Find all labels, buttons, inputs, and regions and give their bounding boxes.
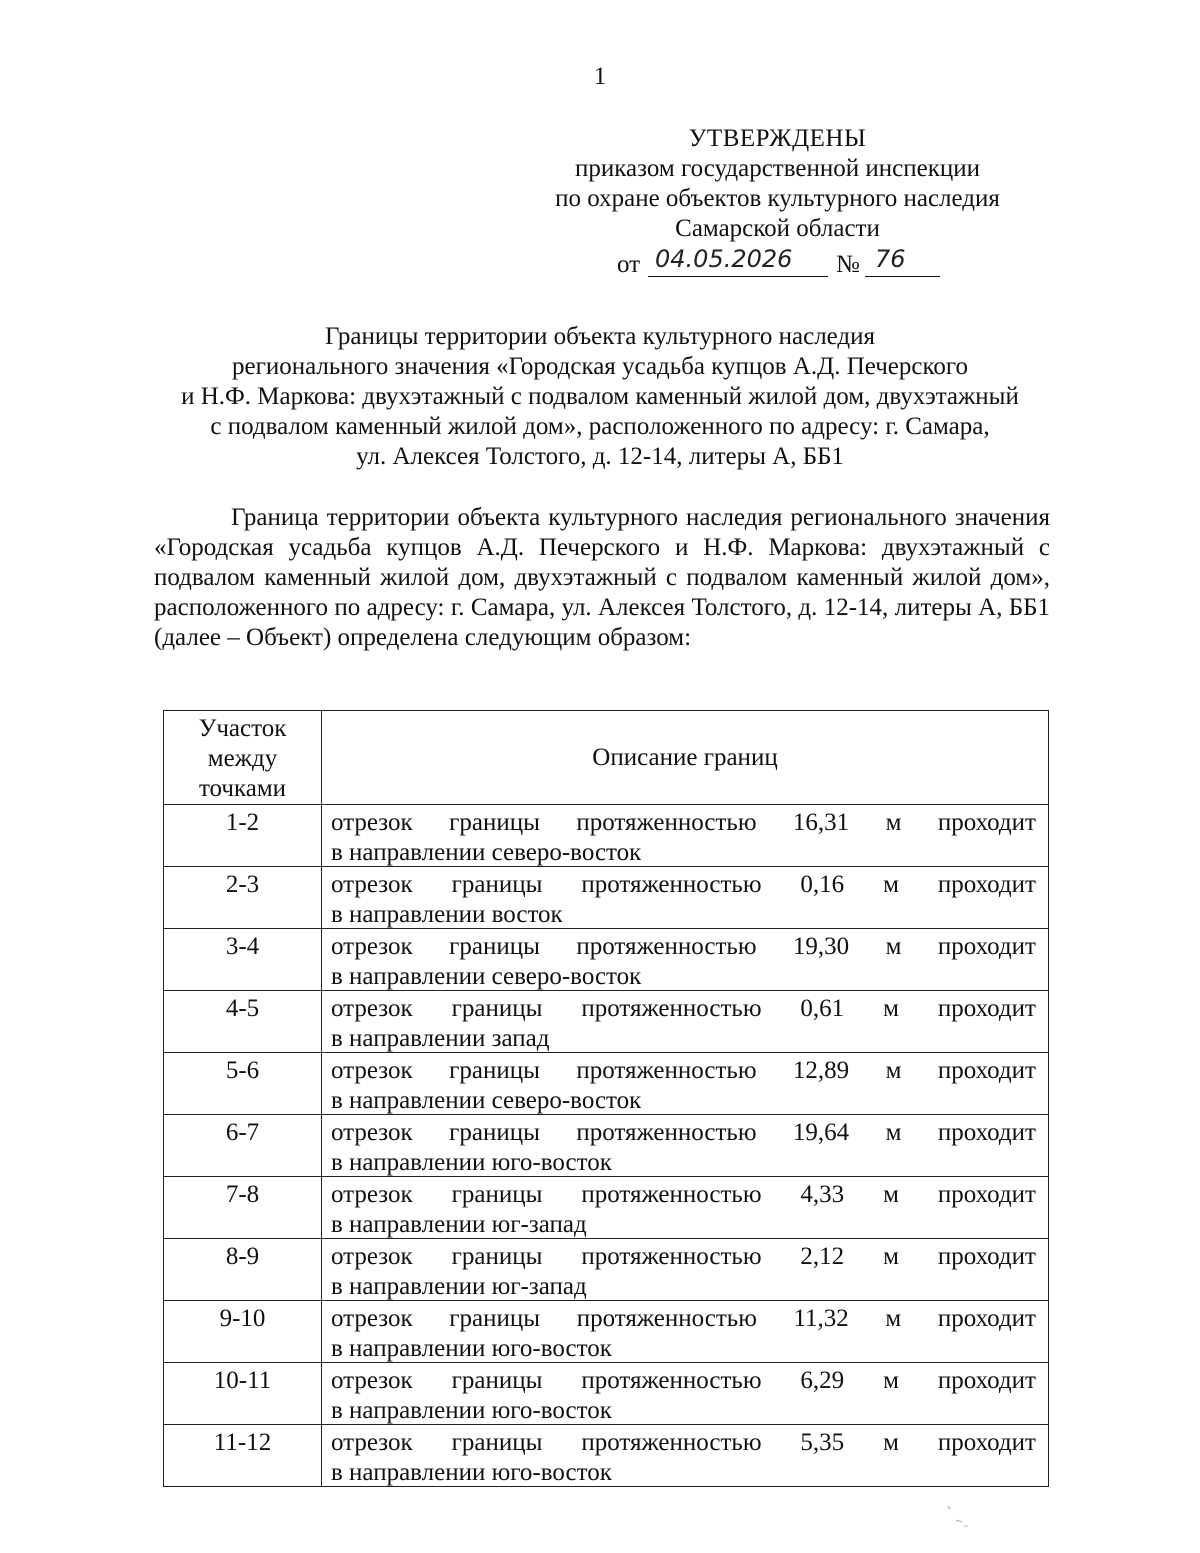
date-underline <box>648 276 828 277</box>
description-line <box>331 1304 1036 1334</box>
description-word: протяженностью <box>576 809 757 836</box>
description-line <box>331 1118 1036 1148</box>
approval-line: по охране объектов культурного наследия <box>555 185 1000 212</box>
description-word: отрезок <box>331 871 413 898</box>
segment-cell: 4-5 <box>164 991 322 1053</box>
direction-text: в направлении юг-запад <box>331 1273 587 1300</box>
description-word: отрезок <box>331 1305 413 1332</box>
description-word: протяженностью <box>581 1367 762 1394</box>
description-cell <box>322 1301 1049 1363</box>
segment-length: 19,30 <box>792 933 850 960</box>
segment-length: 2,12 <box>800 1243 845 1270</box>
table-row <box>164 867 1049 929</box>
description-line <box>331 1366 1036 1396</box>
segment-cell: 6-7 <box>164 1115 322 1177</box>
length-unit: м <box>883 1243 899 1270</box>
description-word: отрезок <box>331 933 413 960</box>
description-word: границы <box>449 1119 540 1146</box>
description-word: отрезок <box>331 995 413 1022</box>
description-line <box>331 1242 1036 1272</box>
approval-block <box>520 124 1035 284</box>
segment-length: 11,32 <box>793 1305 849 1332</box>
title-line: Границы территории объекта культурного наследия <box>324 323 876 350</box>
segment-cell: 7-8 <box>164 1177 322 1239</box>
direction-text: в направлении юго-восток <box>331 1459 612 1486</box>
direction-text: в направлении северо-восток <box>331 963 642 990</box>
table-row <box>164 1115 1049 1177</box>
description-word: отрезок <box>331 1429 413 1456</box>
description-word: протяженностью <box>576 1057 757 1084</box>
description-word: границы <box>451 1181 543 1208</box>
direction-text: в направлении северо-восток <box>331 839 642 866</box>
description-word: проходит <box>937 1429 1036 1456</box>
length-unit: м <box>883 1429 899 1456</box>
description-word: протяженностью <box>581 995 762 1022</box>
header-segment-line: точками <box>198 775 287 802</box>
description-word: отрезок <box>331 1243 413 1270</box>
description-word: протяженностью <box>581 1243 762 1270</box>
handwritten-date: 04.05.2026 <box>655 245 793 273</box>
length-unit: м <box>883 871 899 898</box>
length-unit: м <box>883 995 899 1022</box>
approval-line: приказом государственной инспекции <box>575 155 980 182</box>
length-unit: м <box>885 809 902 836</box>
description-word: протяженностью <box>581 1429 762 1456</box>
description-word: протяженностью <box>576 1119 757 1146</box>
description-word: отрезок <box>331 1119 413 1146</box>
length-unit: м <box>883 1367 899 1394</box>
length-unit: м <box>883 1181 899 1208</box>
description-cell <box>322 867 1049 929</box>
segment-cell: 9-10 <box>164 1301 322 1363</box>
scan-mark <box>940 1500 970 1530</box>
description-word: проходит <box>937 809 1036 836</box>
description-line <box>331 994 1036 1024</box>
description-cell <box>322 929 1049 991</box>
length-unit: м <box>885 1057 902 1084</box>
description-cell <box>322 1053 1049 1115</box>
description-word: границы <box>449 933 540 960</box>
direction-text: в направлении северо-восток <box>331 1087 642 1114</box>
segment-cell: 10-11 <box>164 1363 322 1425</box>
title-line: регионального значения «Городская усадьба купцов А.Д. Печерского <box>232 353 968 380</box>
segment-length: 5,35 <box>800 1429 845 1456</box>
number-underline <box>865 276 940 277</box>
description-word: проходит <box>937 871 1036 898</box>
table-body <box>164 805 1049 1487</box>
table-row <box>164 1239 1049 1301</box>
description-word: границы <box>451 1243 543 1270</box>
approval-line: Самарской области <box>675 215 880 242</box>
page-number: 1 <box>593 63 607 90</box>
description-cell <box>322 1425 1049 1487</box>
description-word: проходит <box>937 1119 1036 1146</box>
description-word: отрезок <box>331 809 413 836</box>
segment-cell: 1-2 <box>164 805 322 867</box>
description-word: протяженностью <box>581 1181 762 1208</box>
table-row <box>164 1363 1049 1425</box>
description-word: границы <box>451 1429 543 1456</box>
date-label: от <box>617 251 641 278</box>
approval-title: УТВЕРЖДЕНЫ <box>688 125 867 152</box>
description-line <box>331 808 1036 838</box>
direction-text: в направлении юго-восток <box>331 1397 612 1424</box>
description-word: отрезок <box>331 1181 413 1208</box>
approval-date-number-line <box>520 244 1035 284</box>
description-cell <box>322 1115 1049 1177</box>
description-word: отрезок <box>331 1057 413 1084</box>
direction-text: в направлении юго-восток <box>331 1149 612 1176</box>
header-segment <box>164 711 322 805</box>
description-word: границы <box>451 871 543 898</box>
table-row <box>164 1425 1049 1487</box>
description-word: проходит <box>937 1181 1036 1208</box>
segment-length: 6,29 <box>800 1367 845 1394</box>
table-row <box>164 991 1049 1053</box>
description-cell <box>322 805 1049 867</box>
description-cell <box>322 1177 1049 1239</box>
direction-text: в направлении юго-восток <box>331 1335 612 1362</box>
description-line <box>331 870 1036 900</box>
direction-text: в направлении юг-запад <box>331 1211 587 1238</box>
title-line: ул. Алексея Толстого, д. 12-14, литеры А, ББ1 <box>356 443 844 470</box>
description-cell <box>322 1239 1049 1301</box>
segment-length: 0,16 <box>800 871 845 898</box>
description-cell <box>322 991 1049 1053</box>
segment-cell: 11-12 <box>164 1425 322 1487</box>
segment-length: 19,64 <box>792 1119 850 1146</box>
table-row <box>164 1177 1049 1239</box>
table-row <box>164 929 1049 991</box>
table-row <box>164 1301 1049 1363</box>
handwritten-number: 76 <box>875 245 906 273</box>
description-line <box>331 1428 1036 1458</box>
header-segment-line: между <box>207 745 278 772</box>
description-word: проходит <box>937 1367 1036 1394</box>
header-description: Описание границ <box>322 711 1049 805</box>
description-word: проходит <box>937 995 1036 1022</box>
direction-text: в направлении запад <box>331 1025 550 1052</box>
description-word: проходит <box>937 1057 1036 1084</box>
description-word: протяженностью <box>576 933 757 960</box>
length-unit: м <box>885 1119 902 1146</box>
table-row <box>164 805 1049 867</box>
segment-length: 4,33 <box>800 1181 845 1208</box>
description-line <box>331 932 1036 962</box>
segment-length: 0,61 <box>800 995 845 1022</box>
description-word: отрезок <box>331 1367 413 1394</box>
title-line: и Н.Ф. Маркова: двухэтажный с подвалом каменный жилой дом, двухэтажный <box>181 383 1019 410</box>
length-unit: м <box>885 933 902 960</box>
description-word: проходит <box>937 1243 1036 1270</box>
description-line <box>331 1056 1036 1086</box>
header-segment-line: Участок <box>198 715 287 742</box>
segment-cell: 2-3 <box>164 867 322 929</box>
document-title <box>100 322 1100 472</box>
description-line <box>331 1180 1036 1210</box>
segment-cell: 5-6 <box>164 1053 322 1115</box>
table-row <box>164 1053 1049 1115</box>
segment-length: 16,31 <box>792 809 850 836</box>
segment-cell: 3-4 <box>164 929 322 991</box>
description-cell <box>322 1363 1049 1425</box>
number-label: № <box>836 251 860 278</box>
boundary-table <box>163 710 1049 1487</box>
description-word: границы <box>451 995 543 1022</box>
segment-length: 12,89 <box>792 1057 850 1084</box>
length-unit: м <box>885 1305 902 1332</box>
description-word: границы <box>449 1057 540 1084</box>
description-word: протяженностью <box>581 871 762 898</box>
description-word: протяженностью <box>576 1305 757 1332</box>
table-header-row <box>164 711 1049 805</box>
segment-cell: 8-9 <box>164 1239 322 1301</box>
description-word: проходит <box>937 1305 1036 1332</box>
title-line: с подвалом каменный жилой дом», расположенного по адресу: г. Самара, <box>210 413 990 440</box>
description-word: границы <box>449 809 540 836</box>
description-word: проходит <box>937 933 1036 960</box>
direction-text: в направлении восток <box>331 901 563 928</box>
description-word: границы <box>451 1367 543 1394</box>
description-word: границы <box>449 1305 541 1332</box>
intro-paragraph: Граница территории объекта культурного наследия регионального значения «Городская усадьба купцов А.Д. Печерского и Н.Ф. Маркова: двухэтажный с подвалом каменный жилой дом, двухэтажный с подвалом каменный жилой дом», расположенного по адресу: г. Самара, ул. Алексея Толстого, д. 12-14, литеры А, ББ1 (далее – Объект) определена следующим образом: <box>154 504 1050 651</box>
